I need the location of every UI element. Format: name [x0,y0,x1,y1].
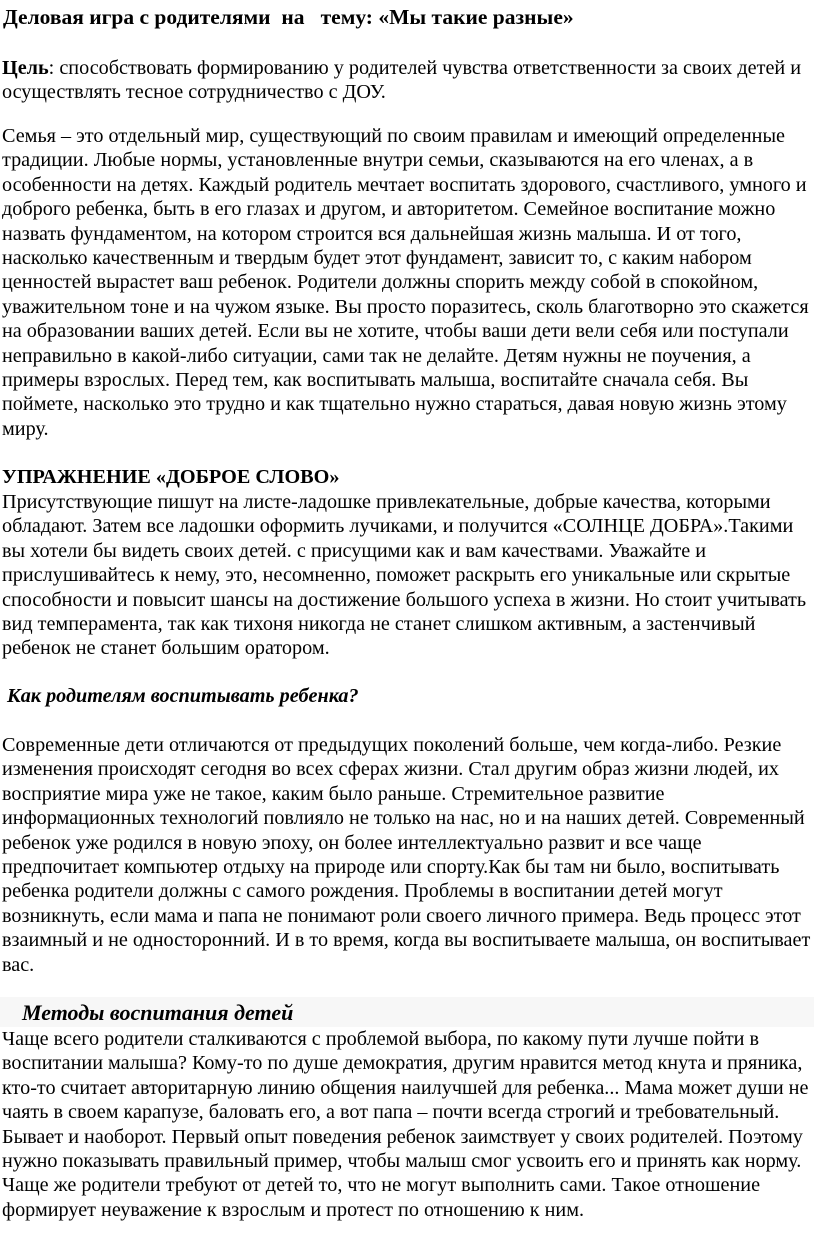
exercise-heading: УПРАЖНЕНИЕ «ДОБРОЕ СЛОВО» [2,466,340,488]
methods-paragraph: Чаще всего родители сталкиваются с проблемой выбора, по какому пути лучше пойти в воспитании малыша? Кому-то по душе демократия, другим нравится метод кнута и пряника, кто-то считает авторитарную линию общения наилучшей для ребенка... Мама может души не чаять в своем карапузе, баловать его, а вот папа – почти всегда строгий и требовательный. Бывает и наоборот. Первый опыт поведения ребенок заимствует у своих родителей. Поэтому нужно показывать правильный пример, чтобы малыш смог усвоить его и принять как норму. Чаще же родители требуют от детей то, что не могут выполнить сами. Такое отношение формирует неуважение к взрослым и протест по отношению к ним. [2,1028,809,1221]
page-title: Деловая игра с родителями на тему: «Мы такие разные» [3,5,574,29]
goal-text: : способствовать формированию у родителей чувства ответственности за своих детей и осуществлять тесное сотрудничество с ДОУ. [2,57,802,104]
goal-label: Цель [2,57,49,79]
parenting-question-heading: Как родителям воспитывать ребенка? [7,685,359,707]
goal-paragraph [2,56,814,105]
modern-children-paragraph: Современные дети отличаются от предыдущих поколений больше, чем когда-либо. Резкие изменения происходят сегодня во всех сферах жизни. Стал другим образ жизни людей, их восприятие мира уже не такое, каким было раньше. Стремительное развитие информационных технологий повлияло не только на нас, но и на наших детей. Современный ребенок уже родился в новую эпоху, он более интеллектуально развит и все чаще предпочитает компьютер отдыху на природе или спорту.Как бы там ни было, воспитывать ребенка родители должны с самого рождения. Проблемы в воспитании детей могут возникнуть, если мама и папа не понимают роли своего личного примера. Ведь процесс этот взаимный и не односторонний. И в то время, когда вы воспитываете малыша, он воспитывает вас. [2,734,811,976]
intro-paragraph: Семья – это отдельный мир, существующий по своим правилам и имеющий определенные традиции. Любые нормы, установленные внутри семьи, сказываются на его членах, а в особенности на детях. Каждый родитель мечтает воспитать здорового, счастливого, умного и доброго ребенка, быть в его глазах и другом, и авторитетом. Семейное воспитание можно назвать фундаментом, на котором строится вся дальнейшая жизнь малыша. И от того, насколько качественным и твердым будет этот фундамент, зависит то, с каким набором ценностей вырастет ваш ребенок. Родители должны спорить между собой в спокойном, уважительном тоне и на чужом языке. Вы просто поразитесь, сколь благотворно это скажется на образовании ваших детей. Если вы не хотите, чтобы ваши дети вели себя или поступали неправильно в какой-либо ситуации, сами так не делайте. Детям нужны не поучения, а примеры взрослых. Перед тем, как воспитывать малыша, воспитайте сначала себя. Вы поймете, насколько это трудно и как тщательно нужно стараться, давая новую жизнь этому миру. [2,125,809,440]
methods-heading: Методы воспитания детей [22,1000,294,1025]
exercise-paragraph: Присутствующие пишут на листе-ладошке привлекательные, добрые качества, которыми обладают. Затем все ладошки оформить лучиками, и получится «СОЛНЦЕ ДОБРА».Такими вы хотели бы видеть своих детей. с присущими как и вам качествами. Уважайте и прислушивайтесь к нему, это, несомненно, поможет раскрыть его уникальные или скрытые способности и повысит шансы на достижение большого успеха в жизни. Но стоит учитывать вид темперамента, так как тихоня никогда не станет слишком активным, а застенчивый ребенок не станет большим оратором. [2,491,807,660]
